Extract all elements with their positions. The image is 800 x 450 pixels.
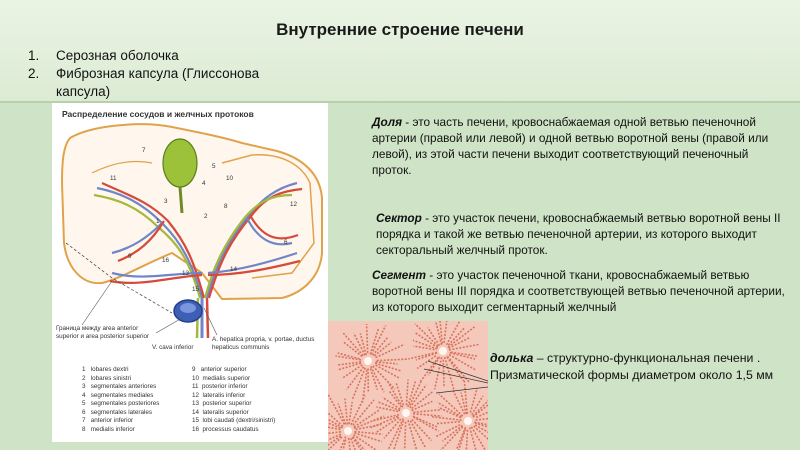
legend-item: 14 lateralis superior <box>192 408 249 416</box>
segment-term: Сегмент <box>372 268 426 282</box>
border-label: Граница между area anterior superior и area posterior superior <box>56 325 150 340</box>
segment-definition <box>372 267 792 315</box>
list-item-text: Фиброзная капсула (Глиссонова капсула) <box>56 66 260 99</box>
legend-item: 7 anterior inferior <box>82 417 134 424</box>
legend-item: 13 posterior superior <box>192 400 252 407</box>
segment-number: 12 <box>290 201 298 208</box>
segment-number: 4 <box>202 180 206 187</box>
vessel-distribution-diagram <box>52 103 328 442</box>
legend-item: 2 lobares sinistri <box>82 374 132 382</box>
legend-item: 10 medialis superior <box>192 374 251 382</box>
diagram-title: Распределение сосудов и желчных протоков <box>62 109 254 119</box>
segment-number: 9 <box>128 253 132 260</box>
segment-number: 3 <box>164 198 168 205</box>
slide-title: Внутренние строение печени <box>276 20 524 39</box>
legend-item: 11 posterior inferior <box>192 383 248 390</box>
segment-number: 13 <box>182 270 190 277</box>
segment-number: 15 <box>192 286 200 293</box>
structure-list <box>28 47 328 101</box>
segment-number: 10 <box>226 175 234 182</box>
segment-number: 6 <box>284 239 288 246</box>
segment-number: 11 <box>110 175 117 182</box>
list-item-text: Серозная оболочка <box>56 48 179 63</box>
lobe-definition <box>372 114 790 178</box>
legend-item: 6 segmentales laterales <box>82 408 153 416</box>
segment-number: 2 <box>204 213 208 220</box>
list-item-number: 2. <box>28 66 40 81</box>
list-item <box>28 65 306 101</box>
legend-item: 15 lobi caudati (dextri/sinistri) <box>192 417 276 424</box>
segment-number: 8 <box>224 203 228 210</box>
central-vein <box>464 417 472 425</box>
legend-item: 12 lateralis inferior <box>192 391 246 399</box>
legend-item: 1 lobares dextri <box>82 366 129 373</box>
legend-item: 9 anterior superior <box>192 366 247 373</box>
central-vein <box>402 409 410 417</box>
hepatocyte-cord <box>367 324 368 353</box>
lobule-tissue-image <box>328 321 488 450</box>
central-vein <box>439 347 447 355</box>
segment-number: 7 <box>142 147 146 154</box>
legend-item: 8 medialis inferior <box>82 425 135 433</box>
sector-term: Сектор <box>376 211 422 225</box>
list-item-number: 1. <box>28 48 40 63</box>
segment-number: 14 <box>230 266 238 273</box>
lobule-definition <box>490 350 790 384</box>
lobule-micrograph <box>328 321 488 450</box>
segment-number: 16 <box>162 257 170 264</box>
segment-number: 5 <box>212 163 216 170</box>
segment-number: 1 <box>156 218 160 225</box>
central-vein <box>364 357 372 365</box>
list-item <box>28 47 328 65</box>
hepatic-label: A. hepatica propria, v. portae, ductus hepaticus communis <box>212 336 315 351</box>
legend-item: 5 segmentales posteriores <box>82 400 160 407</box>
lobe-term: Доля <box>372 115 403 129</box>
lobule-text: – структурно-функциональная печени . Призматической формы диаметром около 1,5 мм <box>490 351 774 382</box>
legend-item: 4 segmentales mediales <box>82 391 154 399</box>
lobe-text: - это часть печени, кровоснабжаемая одной ветвью печеночной артерии (правой или левой) и одной ветвью воротной вены (правой или левой), из этой части печени выходит соответствующий печеночный проток. <box>372 115 769 177</box>
central-vein <box>344 427 352 435</box>
vena-cava-label: V. cava inferior <box>152 344 194 351</box>
sector-text: - это участок печени, кровоснабжаемый ветвью воротной вены II порядка и такой же ветвью печеночной артерии, из которого выходит секторальный желчный проток. <box>376 211 781 257</box>
lobule-term: долька <box>490 351 534 365</box>
legend-item: 3 segmentales anteriores <box>82 383 157 390</box>
sector-definition <box>376 210 792 258</box>
segment-text: - это участок печеночной ткани, кровоснабжаемый ветвью воротной вены III порядка и соответствующей ветвью печеночной артерии, из которого выходит сегментарный желчный <box>372 268 785 314</box>
legend-item: 16 processus caudatus <box>192 425 259 433</box>
